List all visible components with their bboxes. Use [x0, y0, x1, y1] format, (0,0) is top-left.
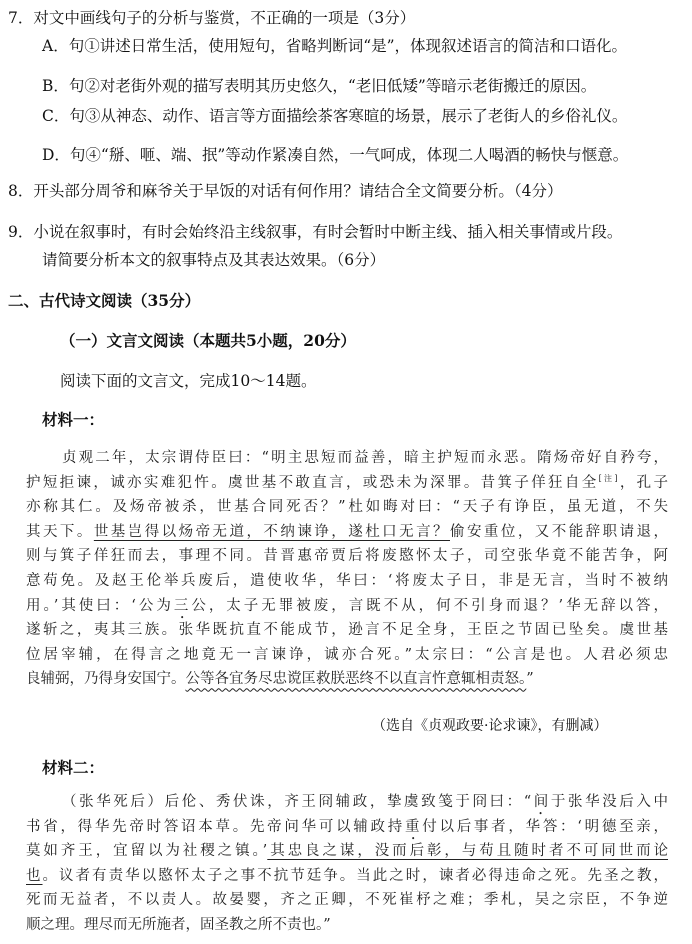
passage-line	[26, 669, 668, 689]
passage-text: 用。’其使曰：‘公为	[26, 597, 174, 614]
marked-text: 世基岂得以炀帝无道，不纳谏诤，遂杜口无言？	[93, 523, 450, 540]
question-9-line-2: 请简要分析本文的叙事特点及其表达效果。（6分）	[42, 251, 386, 269]
passage-text: 亦称其仁。及炀帝被杀，世基合同死否？”杜如晦对曰：“天子有诤臣，虽无道，不失	[26, 499, 668, 516]
material-1-source: （选自《贞观政要·论求谏》，有删减）	[372, 718, 608, 734]
section-subtitle: （一）文言文阅读（本题共5小题，20分）	[60, 331, 356, 350]
question-7-option-b: B．句②对老街外观的描写表明其历史悠久，“老旧低矮”等暗示老街搬迁的原因。	[42, 77, 597, 95]
passage-text: 。议者有责华以愍怀太子之事不抗节廷争。当此之时，谏者必得违命之死。先圣之教，	[42, 867, 668, 884]
section-title: 二、古代诗文阅读（35分）	[8, 291, 201, 310]
marked-text: 其忠良之谋，没而后彰，与苟且随时者不可同世而论	[267, 843, 669, 860]
passage-text: ”	[526, 671, 534, 688]
passage-text: 遂斩之，夷其三族。张华既抗直不能成节，逊言不足全身，王臣之节固已坠矣。虞世基	[26, 622, 668, 639]
passage-text: 付以后事者，华答：‘明德至亲，	[422, 818, 669, 835]
marked-text: 三	[173, 597, 192, 614]
question-7-option-c: C．句③从神态、动作、语言等方面描绘茶客寒暄的场景，展示了老街人的乡俗礼仪。	[42, 107, 628, 125]
passage-text: （张华死后）后伦、秀伏诛，齐王冏辅政，挚虞致笺于冏曰：“	[62, 794, 532, 810]
passage-line	[26, 915, 668, 935]
passage-text: 位居宰辅，在得言之地竟无一言谏诤，诚亦合死。”太宗曰：“公言是也。人君必须忠	[26, 646, 668, 663]
passage-line	[26, 645, 668, 665]
passage-line	[26, 546, 668, 566]
passage-line	[26, 866, 668, 886]
reading-instruction: 阅读下面的文言文，完成10～14题。	[60, 372, 317, 390]
passage-text: 偷安重位，又不能辞职请退，	[450, 523, 669, 540]
passage-line	[26, 620, 668, 640]
question-7-option-d: D．句④“掰、咂、端、抿”等动作紧凑自然，一气呵成，体现二人喝酒的畅快与惬意。	[42, 146, 629, 164]
passage-text: ，孔子	[617, 474, 669, 491]
material-1-label: 材料一：	[42, 410, 105, 429]
passage-text: 意苟免。及赵王伦举兵废后，遣使收华，华曰：‘将废太子日，非是无言，当时不被纳	[26, 573, 668, 589]
material-2-label: 材料二：	[42, 758, 105, 777]
marked-text: 公等各宜务尽忠谠匡救朕恶终不以直言忤意辄相责怒。	[185, 671, 527, 688]
passage-text: 贞观二年，太宗谓侍臣曰：“明主思短而益善，暗主护短而永恶。隋炀帝好自矜夸，	[62, 450, 668, 466]
passage-text: 其天下。	[26, 523, 94, 540]
passage-text: 于张华没后入中	[550, 794, 669, 810]
footnote-marker: [注]	[598, 473, 618, 483]
passage-text: 护短拒谏，诚亦实难犯忤。虞世基不敢直言，或恐未为深罪。昔箕子佯狂自全	[26, 474, 599, 491]
passage-line	[26, 497, 668, 517]
passage-text: 顺之理。理尽而无所施者，固圣教之所不责也。”	[26, 917, 331, 933]
marked-text: 重	[405, 818, 423, 835]
passage-line	[62, 448, 668, 468]
passage-line	[26, 473, 668, 493]
passage-text: 书省，得华先帝时答诏本草。先帝问华可以辅政持	[26, 818, 405, 835]
passage-text: 良辅弼，乃得身安国宁。	[26, 671, 186, 688]
passage-line	[26, 571, 668, 591]
passage-text: 莫如齐王，宜留以为社稷之镇。’	[26, 843, 268, 860]
passage-line	[26, 890, 668, 910]
marked-text: 间	[531, 794, 551, 810]
passage-line	[62, 792, 668, 812]
passage-line	[26, 596, 668, 616]
question-9-line-1: 9．小说在叙事时，有时会始终沿主线叙事，有时会暂时中断主线、插入相关事情或片段。	[8, 223, 623, 241]
passage-text: 则与箕子佯狂而去，事理不同。昔晋惠帝贾后将废愍怀太子，司空张华竟不能苦争，阿	[26, 548, 668, 565]
passage-text: 公，太子无罪被废，言既不从，何不引身而退？’华无辞以答，	[191, 597, 669, 614]
passage-text: 死而无益者，不以责人。故晏婴，齐之正卿，不死崔杼之难；季札，吴之宗臣，不争逆	[26, 892, 668, 909]
marked-text: 也	[26, 867, 43, 884]
question-8: 8．开头部分周爷和麻爷关于早饭的对话有何作用？请结合全文简要分析。（4分）	[8, 182, 563, 200]
question-7-option-a: A．句①讲述日常生活，使用短句，省略判断词“是”，体现叙述语言的简洁和口语化。	[42, 37, 628, 55]
passage-line	[26, 817, 668, 837]
passage-line	[26, 522, 668, 542]
passage-line	[26, 841, 668, 861]
question-7: 7．对文中画线句子的分析与鉴赏，不正确的一项是（3分）	[8, 9, 416, 27]
